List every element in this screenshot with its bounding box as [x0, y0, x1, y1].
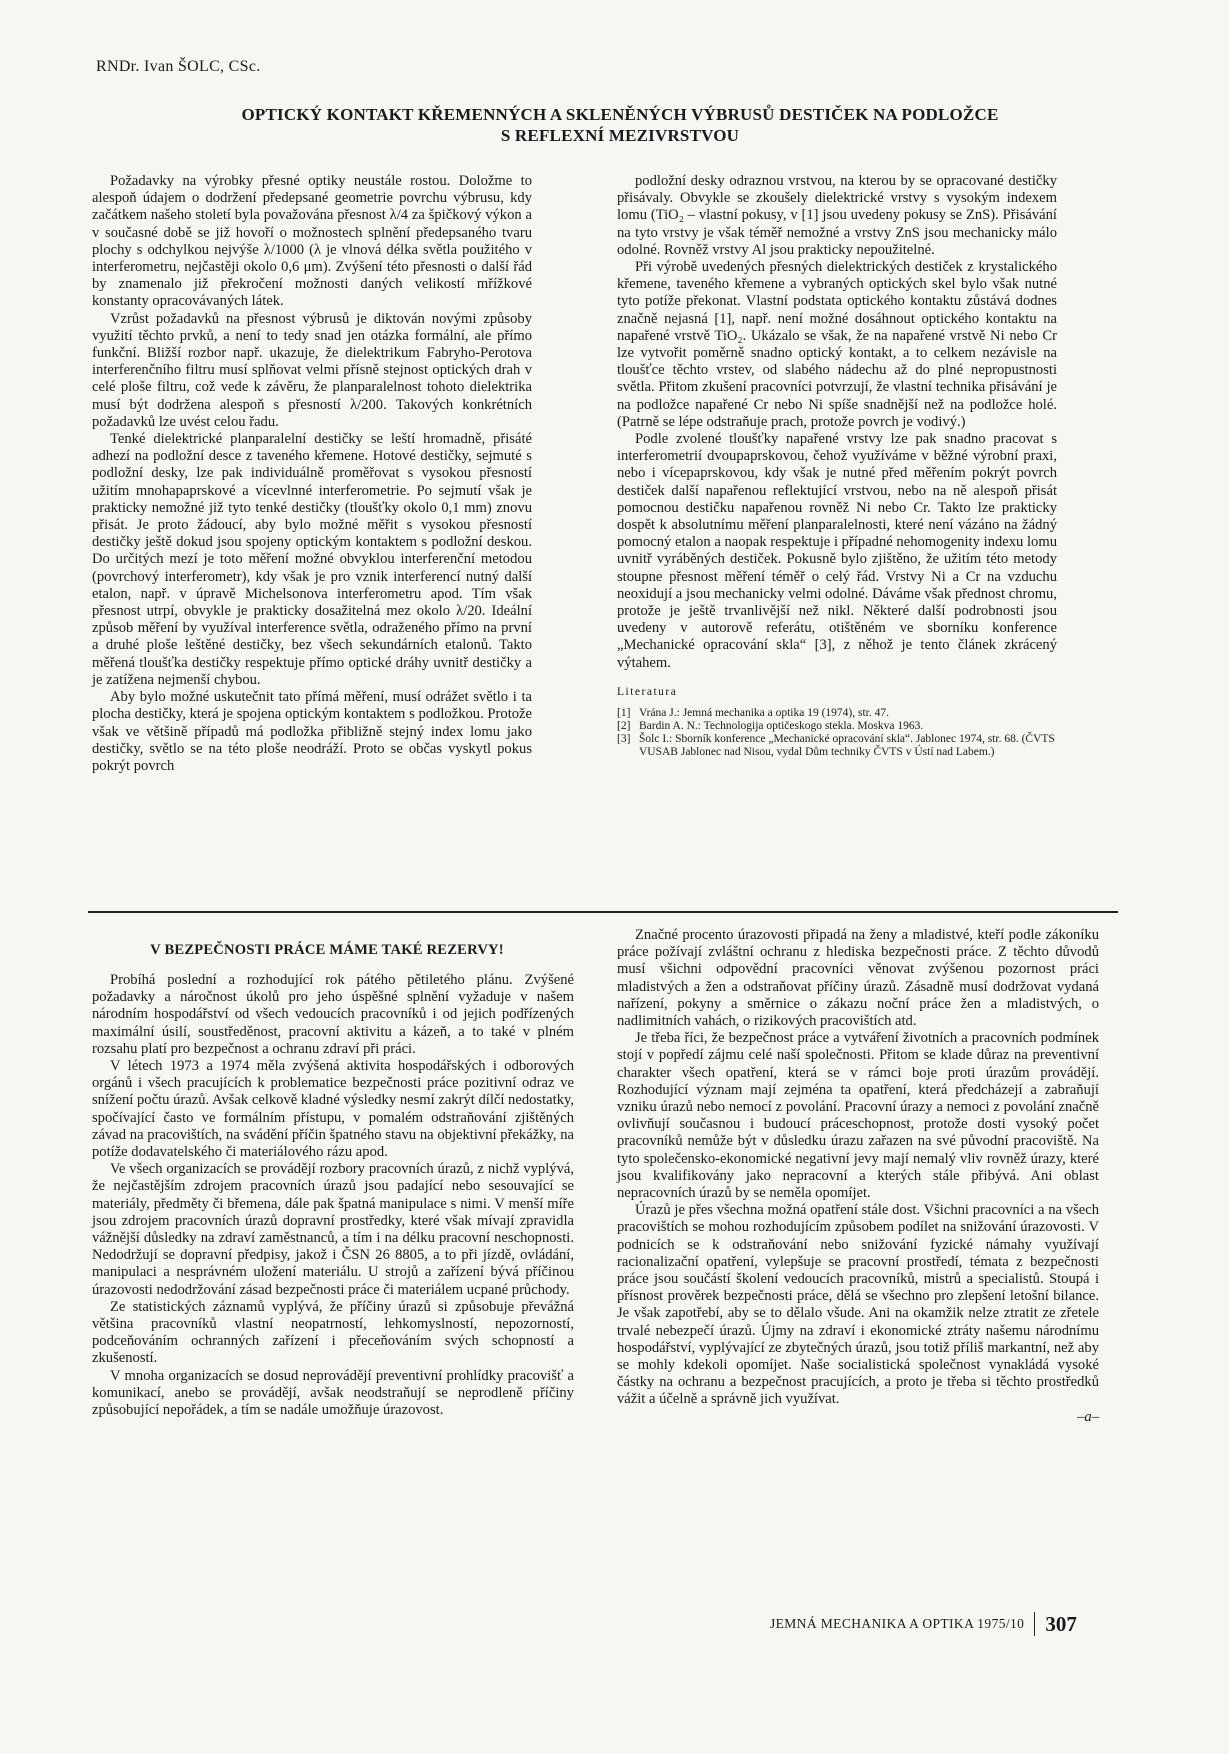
paragraph: Vzrůst požadavků na přesnost výbrusů je diktován novými způsoby využití těchto prvků, a není to tedy snad jen otázka formální, ale přímo funkční. Bližší rozbor např. ukazuje, že dielektrikum Fabryho-Perotova interferenčního filtru musí splňovat velmi přísně stejnost optických drah v celé ploše filtru, což vede k závěru, že planparalelnost tohoto dielektrika musí být dodržena alespoň s přesností λ/200. Takových konkrétních požadavků lze uvést celou řadu.: [92, 310, 532, 430]
reference-item: [617, 733, 1057, 759]
section-divider: [88, 911, 1118, 913]
reference-text: Šolc I.: Sborník konference „Mechanické opracování skla“. Jablonec 1974, str. 68. (ČVTS VUSAB Jablonec nad Nisou, vydal Dům techniky ČVTS v Ústí nad Labem.): [639, 733, 1055, 759]
paragraph: V mnoha organizacích se dosud neprovádějí preventivní prohlídky pracovišť a komunikací, anebo se provádějí, avšak neodstraňují se neprodleně příčiny způsobující nepořádek, a tím se nadále umožňuje úrazovost.: [92, 1367, 574, 1419]
paragraph: Ve všech organizacích se provádějí rozbory pracovních úrazů, z nichž vyplývá, že nejčastějším zdrojem pracovních úrazů jsou padající nebo sesouvající se materiály, předměty či břemena, dále pak špatná manipulace s nimi. V menší míře jsou zdrojem pracovních úrazů dopravní prostředky, které však mívají zpravidla vážnější důsledky na zdraví zaměstnanců, a tím i na délku pracovní neschopnosti. Nedodržují se dopravní předpisy, jakož i ČSN 26 8805, a to při jízdě, ovládání, manipulaci a nesprávném uložení materiálu. U strojů a zařízení bývá příčinou úrazovosti nedodržování zásad bezpečnosti práce či materiálem ucpané průchody.: [92, 1161, 574, 1298]
article2-right-column: [617, 927, 1099, 1426]
footer-separator: [1034, 1612, 1035, 1636]
article-title: [150, 104, 1090, 146]
page-number: 307: [1045, 1611, 1077, 1636]
paragraph: Úrazů je přes všechna možná opatření stále dost. Všichni pracovníci a na všech pracovištích se mohou rozhodujícím způsobem podílet na snižování úrazovosti. V podnicích se k odstraňování nebo snižování fyzické námahy využívají racionalizační opatření, vylepšuje se pracovní prostředí, témata z bezpečnosti práce jsou součástí školení vedoucích pracovníků, mistrů a specialistů. Stoupá i přísnost prověrek bezpečnosti práce, dělá se všechno pro zlepšení letošní bilance. Je však zapotřebí, aby se to dělalo všude. Ani na okamžik nelze ztratit ze zřetele trvalé nebezpečí úrazů. Újmy na zdraví i ekonomické ztráty našemu národnímu hospodářství, vyplývající ze zbytečných úrazů, jsou totiž příliš markantní, než aby se mohly kdekoli opomíjet. Naše socialistická společnost vynakládá vysoké částky na ochranu a bezpečnost pracujících, a proto je třeba si těchto prostředků vážit a účelně a správně jich využívat.: [617, 1202, 1099, 1408]
paragraph: Při výrobě uvedených přesných dielektrických destiček z krystalického křemene, taveného křemene a vybraných optických skel bylo však nutné tyto potíže překonat. Vlastní podstata optického kontaktu zůstává dodnes značně nejasná [1], např. není možné dosáhnout optického kontaktu na napařené vrstvě TiO₂. Ukázalo se však, že na napařené vrstvě Ni nebo Cr lze vytvořit poměrně snadno optický kontakt, a to celkem nezávisle na tloušťce těchto vrstev, od slabého nádechu až do plné nepropustnosti světla. Přitom zkušení pracovníci potvrzují, že vlastní technika přisávání je na podložce napařené Cr nebo Ni spíše snadnější než na podložce holé. (Patrně se lépe odstraňuje prach, protože povrch je vodivý.): [617, 259, 1057, 430]
reference-list: [617, 707, 1057, 759]
paragraph: V létech 1973 a 1974 měla zvýšená aktivita hospodářských i odborových orgánů i všech pracujících k problematice bezpečnosti práce pozitivní odraz ve snížení počtu úrazů. Avšak celkově kladné výsledky nesmí zakrýt dílčí nedostatky, spočívající často ve formálním přístupu, v pomalém odstraňování zjištěných závad na pracovištích, na svádění příčin špatného stavu na objektivní překážky, na potíže dodavatelského či materiálového rázu apod.: [92, 1058, 574, 1161]
paragraph: Tenké dielektrické planparalelní destičky se leští hromadně, přisáté adhezí na podložní desce z taveného křemene. Hotové destičky, sejmuté s podložní desky, lze pak individuálně proměřovat s vysokou přesností užitím mnohapaprskové a vícevlnné interferometrie. Po sejmutí však je prakticky nemožné již tyto tenké destičky (tloušťky okolo 0,1 mm) znovu přisát. Je proto žádoucí, aby bylo možné měřit s vysokou přesností destičky ještě dokud jsou spojeny optickým kontaktem s podložní deskou. Do určitých mezí je toto měření možné obvyklou interferenční metodou (povrchový interferometr), kdy však je pro vznik interferencí nutný další etalon, např. v úpravě Michelsonova interferometru apod. Tím však přesnost utrpí, obvykle je prakticky dosažitelná mez okolo λ/20. Ideální způsob měření by využíval interference světla, odraženého přímo na první a druhé ploše leštěné destičky, bez všech sekundárních etalonů. Takto měřená tloušťka destičky respektuje přímo optické dráhy uvnitř destičky a je zatížena nejmenší chybou.: [92, 431, 532, 688]
journal-name: JEMNÁ MECHANIKA A OPTIKA 1975/10: [770, 1616, 1025, 1631]
page-footer: [770, 1612, 1077, 1636]
reference-text: Vrána J.: Jemná mechanika a optika 19 (1974), str. 47.: [639, 707, 890, 720]
reference-number: [2]: [617, 720, 631, 733]
paragraph: Aby bylo možné uskutečnit tato přímá měření, musí odrážet světlo i ta plocha destičky, která je spojena optickým kontaktem s podložkou. Protože však ve většině případů má podložka přibližně stejný index lomu jako destičky, světlo se na této ploše neodráží. Proto se občas vyskytl pokus pokrýt povrch: [92, 689, 532, 774]
paragraph: Podle zvolené tloušťky napařené vrstvy lze pak snadno pracovat s interferometrií dvoupaprskovou, čehož využíváme v běžné výrobní praxi, nebo i vícepaprskovou, kdy však je nutné před měřením pokrýt povrch destiček další napařenou reflektující vrstvou, nebo na ně alespoň přisát pomocnou destičku napařenou rovněž Ni nebo Cr. Takto lze prakticky dospět k absolutnímu měření planparalelnosti, které není vázáno na žádný pomocný etalon a naopak respektuje i případné nehomogenity indexu lomu uvnitř vyráběných destiček. Pokusně bylo zjištěno, že užitím této metody stoupne přesnost měření téměř o celý řád. Vrstvy Ni a Cr na vzduchu neoxidují a jsou mechanicky velmi odolné. Dáváme však přednost chromu, protože je ještě trvanlivější než nikl. Některé další podrobnosti jsou uvedeny v autorově referátu, otištěném ve sborníku konference „Mechanické opracování skla“ [3], z něhož je tento článek zkrácený výtahem.: [617, 431, 1057, 671]
article2-title: V BEZPEČNOSTI PRÁCE MÁME TAKÉ REZERVY!: [150, 942, 504, 958]
literature-heading: Literatura: [617, 685, 678, 698]
paragraph: Je třeba říci, že bezpečnost práce a vytváření životních a pracovních podmínek stojí v popředí zájmu celé naší společnosti. Přitom se klade důraz na preventivní charakter všech opatření, která se v rámci boje proti úrazům provádějí. Rozhodující význam mají zejména ta opatření, která předcházejí a zabraňují vzniku úrazů nebo nemocí z povolání. Pracovní úrazy a nemoci z povolání značně ovlivňují současnou i budoucí práceschopnost, protože dosti vysoký počet pracovníků nemůže být v důsledku úrazu zařazen na své původní pracoviště. Na tyto společensko-ekonomické negativní jevy mají nemalý vliv rovněž úrazy, které jsou kvalifikovány jako nepracovní a kterých stále přibývá. Ani oblast nepracovních úrazů by se neměla opomíjet.: [617, 1030, 1099, 1202]
paragraph: Značné procento úrazovosti připadá na ženy a mladistvé, kteří podle zákoníku práce požívají zvláštní ochranu z hlediska bezpečnosti práce. Z těchto důvodů musí všichni odpovědní pracovníci věnovat zvýšenou pozornost práci mladistvých a žen a odstraňovat příčiny úrazů. Zásadně musí dodržovat vydaná nařízení, pokyny a směrnice o zákazu noční práce žen a mladistvých, o nadlimitních vahách, o rizikových pracovištích atd.: [617, 927, 1099, 1030]
article1-left-column: [92, 173, 532, 775]
article2-left-column: [92, 972, 574, 1419]
article-title-line-2: S REFLEXNÍ MEZIVRSTVOU: [500, 126, 740, 145]
reference-item: [617, 720, 1057, 733]
article2-signature: –a–: [1077, 1408, 1099, 1425]
paragraph: Požadavky na výrobky přesné optiky neustále rostou. Doložme to alespoň údajem o dodržení předepsané geometrie povrchu výbrusu, kdy začátkem našeho století byla považována přesnost λ/4 za špičkový výkon a v současné době se již hovoří o možnostech splnění předepsaného tvaru plochy s odchylkou nejvýše λ/1000 (λ je vlnová délka světla použitého v interferometru, nejčastěji okolo 0,6 μm). Zvýšení této přesnosti o další řád by znamenalo již překročení možnosti daných velikostí mřížkové konstanty opracovávaných látek.: [92, 173, 532, 310]
author-name: RNDr. Ivan ŠOLC, CSc.: [96, 58, 261, 75]
article1-right-column: [617, 173, 1057, 759]
reference-number: [1]: [617, 707, 631, 720]
reference-item: [617, 707, 1057, 720]
paragraph: Ze statistických záznamů vyplývá, že příčiny úrazů si způsobuje převážná většina pracovníků vlastní neopatrností, lehkomyslností, nepozorností, podceňováním ochranných zařízení i přeceňováním svých schopností a zkušeností.: [92, 1298, 574, 1367]
article-title-line-1: OPTICKÝ KONTAKT KŘEMENNÝCH A SKLENĚNÝCH VÝBRUSŮ DESTIČEK NA PODLOŽCE: [241, 105, 999, 124]
reference-number: [3]: [617, 733, 631, 746]
reference-text: Bardin A. N.: Technologija optičeskogo stekla. Moskva 1963.: [639, 720, 924, 733]
paragraph: podložní desky odraznou vrstvou, na kterou by se opracované destičky přisávaly. Obvykle se zkoušely dielektrické vrstvy s vysokým indexem lomu (TiO₂ – vlastní pokusy, v [1] jsou uvedeny pokusy se ZnS). Přisávání na tyto vrstvy je však téměř nemožné a vrstvy ZnS jsou mechanicky málo odolné. Rovněž vrstvy Al jsou prakticky nepoužitelné.: [617, 173, 1057, 258]
paragraph: Probíhá poslední a rozhodující rok pátého pětiletého plánu. Zvýšené požadavky a náročnost úkolů pro jeho úspěšné splnění vyžaduje v našem národním hospodářství od všech vedoucích pracovníků i od jejich podřízených maximální úsilí, soustředěnost, pracovní aktivitu a kázeň, a to také v plném rozsahu platí pro bezpečnost a ochranu zdraví při práci.: [92, 972, 574, 1057]
